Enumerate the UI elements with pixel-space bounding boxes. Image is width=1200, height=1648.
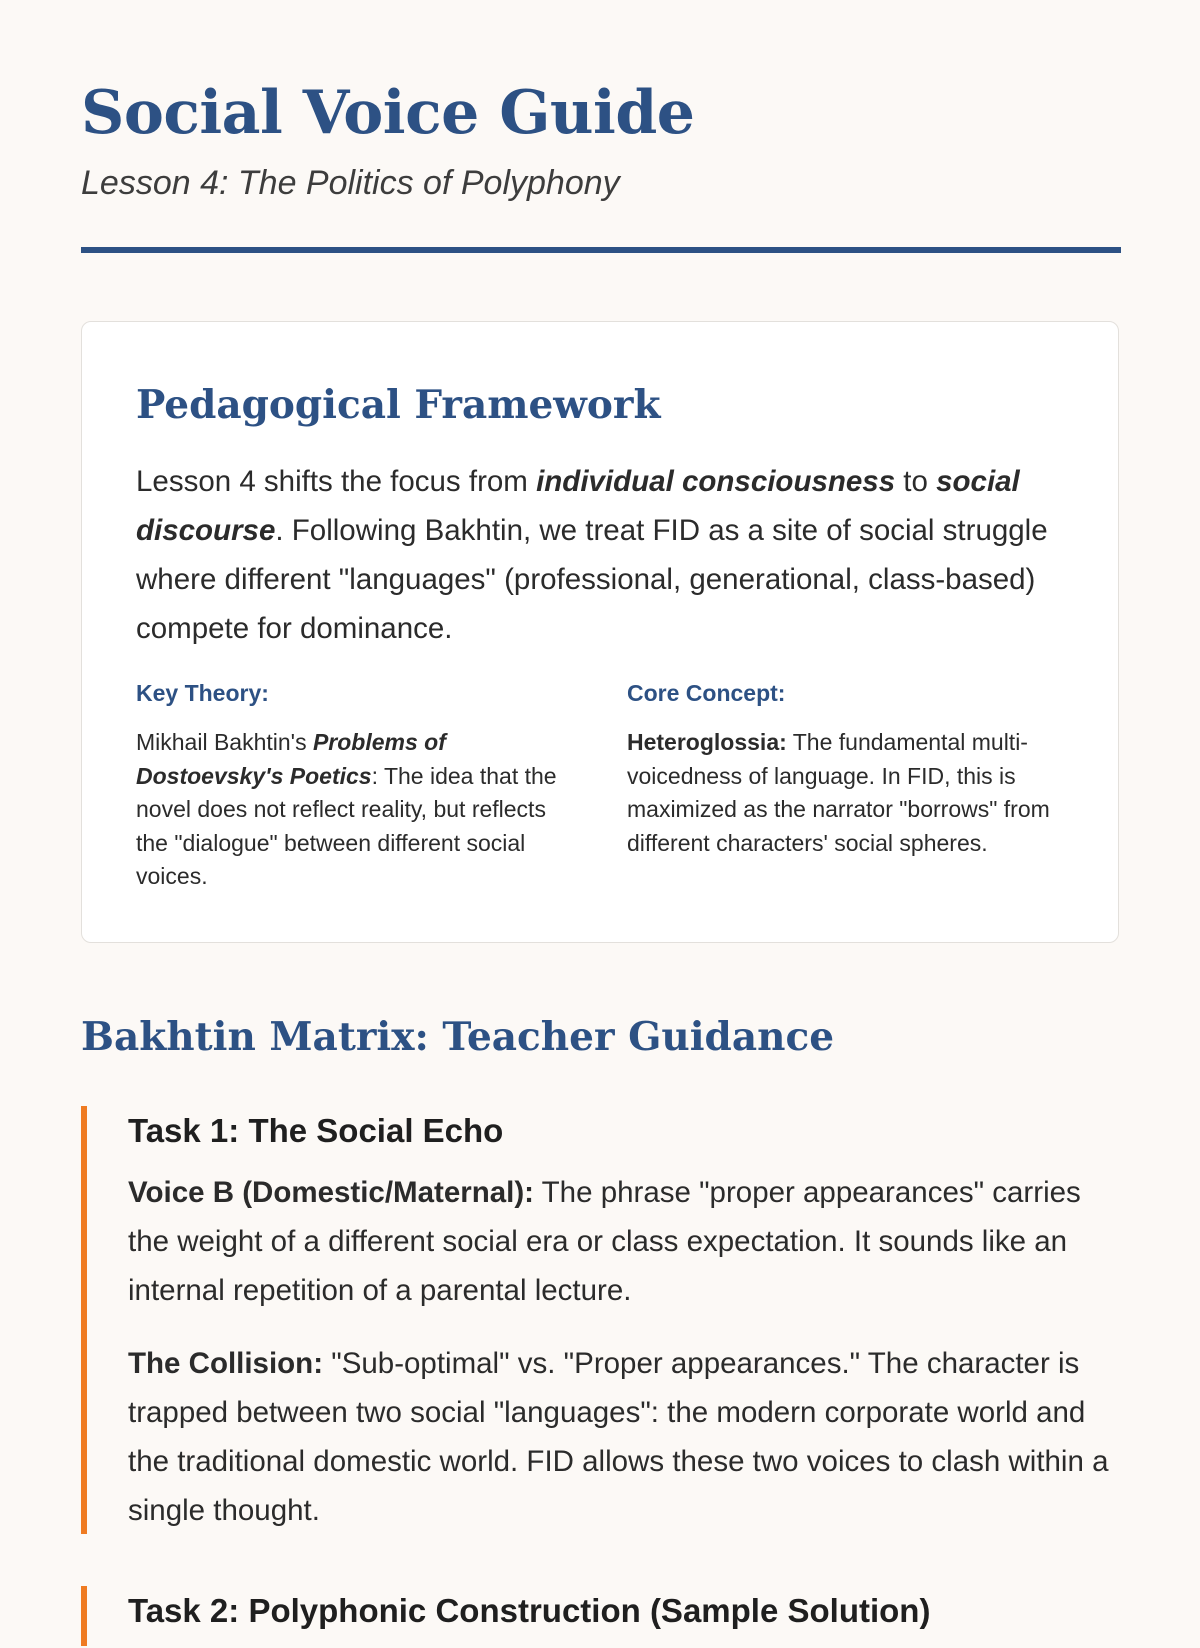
task-paragraph-text: The phrase "proper appearances" carries the weight of a different social era or class expectation. It sounds like an internal repetition of a parental lecture.: [128, 1176, 1081, 1307]
matrix-title: Bakhtin Matrix: Teacher Guidance: [81, 1014, 835, 1060]
task-paragraph-lead: Voice B (Domestic/Maternal):: [128, 1176, 534, 1209]
task-paragraph-text: "Sub-optimal" vs. "Proper appearances." The character is trapped between two social "languages": the modern corporate world and the traditional domestic world. FID allows these two voices to clash within a single thought.: [128, 1347, 1109, 1527]
core-concept-text: [627, 726, 1067, 860]
page-title: Social Voice Guide: [81, 78, 695, 148]
framework-body-em-social: social discourse: [136, 465, 1020, 547]
task-title: Task 2: Polyphonic Construction (Sample Solution): [128, 1592, 931, 1629]
key-theory-prefix: Mikhail Bakhtin's: [136, 729, 313, 755]
task-paragraph: [128, 1168, 1121, 1315]
framework-card: [81, 321, 1119, 943]
task-block: [81, 1586, 1121, 1646]
core-concept-definition: The fundamental multi-voicedness of language. In FID, this is maximized as the narrator "borrows" from different characters' social spheres.: [627, 729, 1050, 856]
framework-body-mid: to: [895, 465, 937, 498]
core-concept-term: Heteroglossia:: [627, 729, 787, 755]
framework-body-suffix: . Following Bakhtin, we treat FID as a site of social struggle where different "languages" (professional, generational, class-based) compete for dominance.: [136, 514, 1048, 645]
key-theory-work: Problems of Dostoevsky's Poetics: [136, 729, 446, 789]
task-paragraph-lead: The Collision:: [128, 1347, 324, 1380]
key-theory-column: [136, 680, 576, 894]
task-block: [81, 1106, 1121, 1534]
key-theory-suffix: : The idea that the novel does not reflect reality, but reflects the "dialogue" between different social voices.: [136, 762, 557, 889]
page-subtitle: Lesson 4: The Politics of Polyphony: [81, 164, 620, 202]
core-concept-column: [627, 680, 1067, 860]
key-theory-label: Key Theory:: [136, 680, 269, 706]
framework-body-em-individual: individual consciousness: [536, 465, 896, 498]
framework-body-prefix: Lesson 4 shifts the focus from: [136, 465, 537, 498]
framework-body: [136, 457, 1061, 653]
task-title: Task 1: The Social Echo: [128, 1112, 504, 1149]
task-paragraph: [128, 1339, 1121, 1535]
core-concept-label: Core Concept:: [627, 680, 786, 706]
framework-title: Pedagogical Framework: [136, 382, 661, 428]
key-theory-text: [136, 726, 576, 894]
header-divider: [81, 247, 1121, 253]
